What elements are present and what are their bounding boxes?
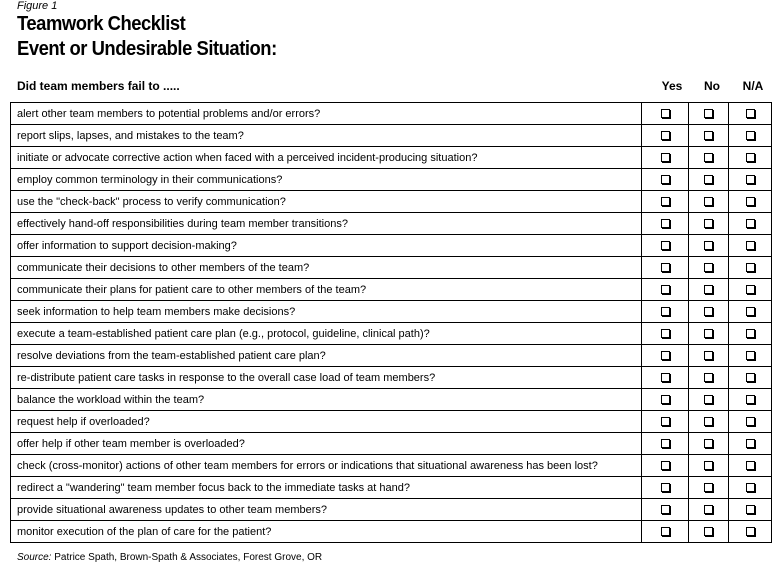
table-row — [11, 103, 772, 125]
table-row — [11, 433, 772, 455]
checkbox-cell-yes — [642, 191, 689, 213]
table-row — [11, 147, 772, 169]
table-row — [11, 169, 772, 191]
checkbox-cell-yes — [642, 433, 689, 455]
checkbox-yes[interactable] — [661, 263, 670, 272]
checkbox-yes[interactable] — [661, 241, 670, 250]
checkbox-cell-no — [689, 455, 729, 477]
checklist-item-text: offer help if other team member is overloaded? — [11, 433, 642, 455]
checkbox-cell-yes — [642, 279, 689, 301]
checkbox-cell-yes — [642, 455, 689, 477]
checkbox-no[interactable] — [704, 285, 713, 294]
table-row — [11, 125, 772, 147]
page-subtitle: Event or Undesirable Situation: — [17, 38, 277, 60]
checkbox-cell-na — [729, 235, 772, 257]
checkbox-na[interactable] — [746, 395, 755, 404]
table-row — [11, 301, 772, 323]
checkbox-na[interactable] — [746, 329, 755, 338]
checkbox-no[interactable] — [704, 131, 713, 140]
checkbox-cell-yes — [642, 147, 689, 169]
checklist-item-text: report slips, lapses, and mistakes to the team? — [11, 125, 642, 147]
checkbox-no[interactable] — [704, 307, 713, 316]
checkbox-no[interactable] — [704, 109, 713, 118]
checklist-item-text: offer information to support decision-making? — [11, 235, 642, 257]
checkbox-cell-yes — [642, 521, 689, 543]
checklist-item-text: effectively hand-off responsibilities during team member transitions? — [11, 213, 642, 235]
checkbox-cell-yes — [642, 345, 689, 367]
checkbox-cell-na — [729, 125, 772, 147]
checkbox-cell-yes — [642, 323, 689, 345]
table-row — [11, 367, 772, 389]
question-header: Did team members fail to ..... — [17, 79, 180, 93]
table-row — [11, 257, 772, 279]
checkbox-cell-no — [689, 257, 729, 279]
checkbox-cell-no — [689, 389, 729, 411]
source-text: Patrice Spath, Brown-Spath & Associates, Forest Grove, OR — [51, 552, 323, 563]
checkbox-cell-na — [729, 103, 772, 125]
checklist-item-text: balance the workload within the team? — [11, 389, 642, 411]
table-row — [11, 235, 772, 257]
checkbox-cell-yes — [642, 367, 689, 389]
checklist-item-text: re-distribute patient care tasks in response to the overall case load of team members? — [11, 367, 642, 389]
checkbox-yes[interactable] — [661, 351, 670, 360]
checkbox-cell-no — [689, 521, 729, 543]
column-header-no: No — [704, 79, 720, 93]
checkbox-yes[interactable] — [661, 483, 670, 492]
checkbox-cell-na — [729, 499, 772, 521]
checkbox-cell-no — [689, 433, 729, 455]
checkbox-no[interactable] — [704, 373, 713, 382]
checkbox-cell-na — [729, 301, 772, 323]
checkbox-cell-na — [729, 323, 772, 345]
checkbox-cell-no — [689, 103, 729, 125]
checkbox-yes[interactable] — [661, 175, 670, 184]
checklist-item-text: check (cross-monitor) actions of other team members for errors or indications that situational awareness has been lost? — [11, 455, 642, 477]
checklist-table — [10, 102, 772, 543]
checkbox-cell-na — [729, 257, 772, 279]
checkbox-no[interactable] — [704, 197, 713, 206]
table-row — [11, 477, 772, 499]
checklist-item-text: request help if overloaded? — [11, 411, 642, 433]
table-row — [11, 323, 772, 345]
checkbox-yes[interactable] — [661, 439, 670, 448]
checkbox-cell-yes — [642, 389, 689, 411]
source-label: Source: — [17, 552, 52, 563]
table-row — [11, 213, 772, 235]
checkbox-cell-yes — [642, 301, 689, 323]
checkbox-cell-no — [689, 279, 729, 301]
checkbox-cell-na — [729, 455, 772, 477]
checkbox-na[interactable] — [746, 285, 755, 294]
checkbox-na[interactable] — [746, 197, 755, 206]
checkbox-cell-yes — [642, 499, 689, 521]
checkbox-yes[interactable] — [661, 417, 670, 426]
checkbox-na[interactable] — [746, 461, 755, 470]
checkbox-cell-na — [729, 411, 772, 433]
checkbox-na[interactable] — [746, 373, 755, 382]
checkbox-na[interactable] — [746, 219, 755, 228]
checkbox-cell-no — [689, 411, 729, 433]
checkbox-cell-na — [729, 191, 772, 213]
table-row — [11, 279, 772, 301]
checkbox-cell-na — [729, 389, 772, 411]
checkbox-no[interactable] — [704, 263, 713, 272]
checkbox-na[interactable] — [746, 241, 755, 250]
checkbox-cell-no — [689, 213, 729, 235]
checkbox-cell-no — [689, 477, 729, 499]
checkbox-cell-na — [729, 521, 772, 543]
checklist-item-text: employ common terminology in their communications? — [11, 169, 642, 191]
checkbox-no[interactable] — [704, 439, 713, 448]
checklist-item-text: execute a team-established patient care plan (e.g., protocol, guideline, clinical path)? — [11, 323, 642, 345]
table-row — [11, 499, 772, 521]
checkbox-no[interactable] — [704, 483, 713, 492]
checkbox-no[interactable] — [704, 175, 713, 184]
checkbox-na[interactable] — [746, 351, 755, 360]
checkbox-cell-no — [689, 367, 729, 389]
page-title: Teamwork Checklist — [17, 13, 186, 35]
checkbox-yes[interactable] — [661, 395, 670, 404]
column-header-na: N/A — [742, 79, 764, 93]
checkbox-yes[interactable] — [661, 527, 670, 536]
checkbox-cell-no — [689, 345, 729, 367]
checkbox-cell-no — [689, 323, 729, 345]
checkbox-cell-yes — [642, 103, 689, 125]
checkbox-no[interactable] — [704, 219, 713, 228]
checkbox-yes[interactable] — [661, 131, 670, 140]
table-row — [11, 521, 772, 543]
checkbox-na[interactable] — [746, 527, 755, 536]
checkbox-yes[interactable] — [661, 373, 670, 382]
checkbox-yes[interactable] — [661, 461, 670, 470]
checklist-item-text: communicate their decisions to other members of the team? — [11, 257, 642, 279]
checklist-item-text: redirect a "wandering" team member focus back to the immediate tasks at hand? — [11, 477, 642, 499]
checkbox-cell-na — [729, 169, 772, 191]
checkbox-cell-yes — [642, 477, 689, 499]
checkbox-yes[interactable] — [661, 219, 670, 228]
checkbox-cell-no — [689, 147, 729, 169]
table-row — [11, 411, 772, 433]
checkbox-no[interactable] — [704, 351, 713, 360]
checkbox-na[interactable] — [746, 153, 755, 162]
checkbox-no[interactable] — [704, 241, 713, 250]
table-row — [11, 389, 772, 411]
checklist-item-text: use the "check-back" process to verify communication? — [11, 191, 642, 213]
checkbox-yes[interactable] — [661, 197, 670, 206]
checkbox-no[interactable] — [704, 461, 713, 470]
checkbox-cell-yes — [642, 235, 689, 257]
checkbox-cell-na — [729, 477, 772, 499]
checkbox-na[interactable] — [746, 483, 755, 492]
checkbox-cell-na — [729, 147, 772, 169]
checkbox-no[interactable] — [704, 329, 713, 338]
checkbox-yes[interactable] — [661, 153, 670, 162]
checkbox-yes[interactable] — [661, 505, 670, 514]
checkbox-cell-na — [729, 213, 772, 235]
checklist-item-text: initiate or advocate corrective action when faced with a perceived incident-producing situation? — [11, 147, 642, 169]
checklist-item-text: resolve deviations from the team-established patient care plan? — [11, 345, 642, 367]
checklist-item-text: communicate their plans for patient care to other members of the team? — [11, 279, 642, 301]
checkbox-cell-no — [689, 125, 729, 147]
checkbox-yes[interactable] — [661, 109, 670, 118]
checkbox-na[interactable] — [746, 439, 755, 448]
checklist-item-text: seek information to help team members make decisions? — [11, 301, 642, 323]
checkbox-cell-no — [689, 499, 729, 521]
checkbox-na[interactable] — [746, 417, 755, 426]
checkbox-cell-no — [689, 191, 729, 213]
checkbox-cell-yes — [642, 125, 689, 147]
checkbox-cell-na — [729, 367, 772, 389]
checkbox-cell-no — [689, 301, 729, 323]
checkbox-no[interactable] — [704, 153, 713, 162]
checkbox-cell-na — [729, 279, 772, 301]
checkbox-no[interactable] — [704, 505, 713, 514]
checkbox-na[interactable] — [746, 263, 755, 272]
checkbox-cell-na — [729, 433, 772, 455]
checkbox-no[interactable] — [704, 395, 713, 404]
figure-label: Figure 1 — [17, 0, 58, 12]
checkbox-yes[interactable] — [661, 285, 670, 294]
checkbox-cell-no — [689, 235, 729, 257]
checkbox-yes[interactable] — [661, 329, 670, 338]
checkbox-cell-yes — [642, 169, 689, 191]
column-header-yes: Yes — [661, 79, 683, 93]
checkbox-na[interactable] — [746, 109, 755, 118]
checkbox-cell-yes — [642, 257, 689, 279]
checkbox-cell-na — [729, 345, 772, 367]
table-row — [11, 345, 772, 367]
checklist-item-text: alert other team members to potential problems and/or errors? — [17, 107, 321, 120]
checklist-item-text: monitor execution of the plan of care for the patient? — [11, 521, 642, 543]
checkbox-cell-no — [689, 169, 729, 191]
checkbox-na[interactable] — [746, 175, 755, 184]
checkbox-na[interactable] — [746, 307, 755, 316]
checklist-item-text: provide situational awareness updates to other team members? — [11, 499, 642, 521]
table-row — [11, 455, 772, 477]
checkbox-cell-yes — [642, 411, 689, 433]
table-header — [17, 79, 772, 95]
checkbox-no[interactable] — [704, 417, 713, 426]
table-row — [11, 191, 772, 213]
checkbox-yes[interactable] — [661, 307, 670, 316]
source-note — [17, 552, 322, 563]
checkbox-na[interactable] — [746, 505, 755, 514]
checkbox-no[interactable] — [704, 527, 713, 536]
checkbox-cell-yes — [642, 213, 689, 235]
checkbox-na[interactable] — [746, 131, 755, 140]
